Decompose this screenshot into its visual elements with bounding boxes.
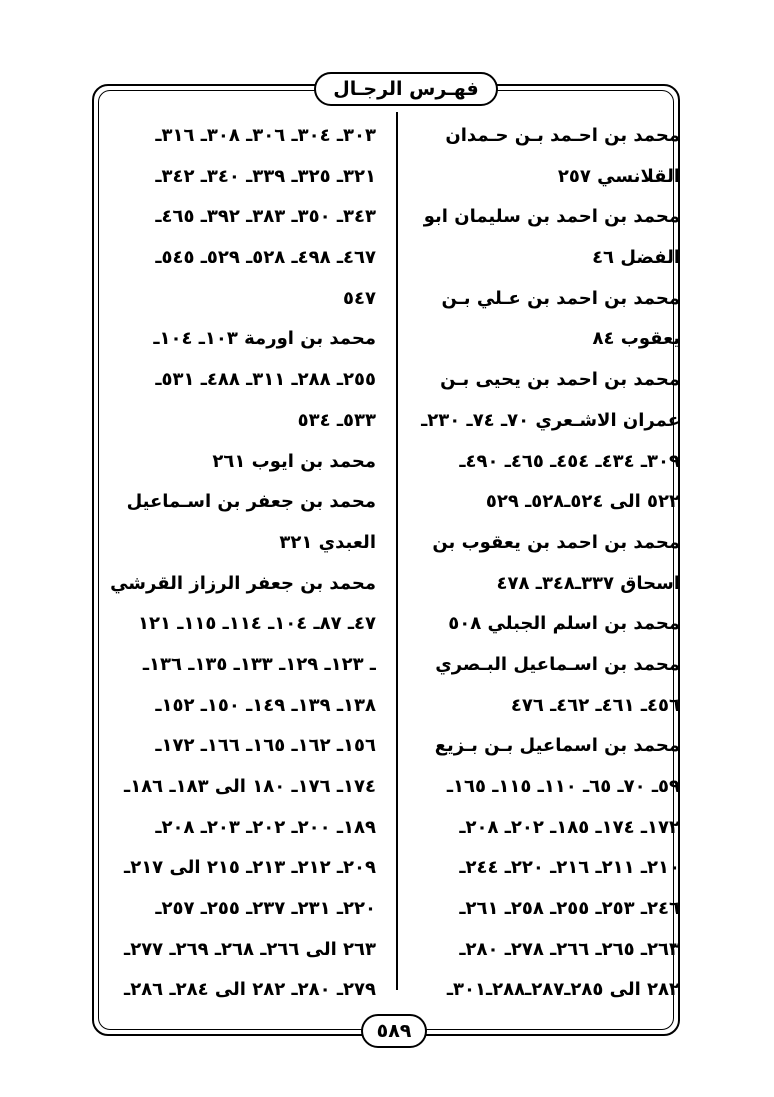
index-line: محمد بن اسلم الجبلي ٥٠٨ xyxy=(448,613,680,635)
index-line: القلانسي ٢٥٧ xyxy=(557,165,680,187)
index-line: عمران الاشـعري ٧٠ـ ٧٤ـ ٢٣٠ـ xyxy=(421,409,680,431)
index-line: محمد بن اسماعيل بـن بـزيع xyxy=(434,735,680,757)
index-line: ٣٠٣ـ ٣٠٤ـ ٣٠٦ـ ٣٠٨ـ ٣١٦ـ xyxy=(155,125,376,146)
index-line: محمد بن احـمد بـن حـمدان xyxy=(445,125,680,146)
index-line: ١٧٢ـ ١٧٤ـ ١٨٥ـ ٢٠٢ـ ٢٠٨ـ xyxy=(459,816,680,838)
index-line: ٥٢٢ الى ٥٢٤ـ٥٢٨ـ ٥٢٩ xyxy=(485,491,680,513)
index-line: ٢١٠ـ ٢١١ـ ٢١٦ـ ٢٢٠ـ ٢٤٤ـ xyxy=(459,857,680,879)
index-line: اسحاق ٣٣٧ـ٣٤٨ـ ٤٧٨ xyxy=(496,572,680,594)
index-line: ٢٦٣ـ ٢٦٥ـ ٢٦٦ـ ٢٧٨ـ ٢٨٠ـ xyxy=(459,938,680,960)
index-line: ٢٧٩ـ ٢٨٠ـ ٢٨٢ الى ٢٨٤ـ ٢٨٦ـ xyxy=(124,979,376,1001)
index-line: ٥٣٣ـ ٥٣٤ xyxy=(297,409,376,431)
index-line: محمد بن ايوب ٢٦١ xyxy=(212,450,376,472)
column-divider xyxy=(396,112,398,990)
index-line: محمد بن احمد بن يحيى بـن xyxy=(440,369,680,391)
index-line: ٥٩ـ ٧٠ـ ٦٥ـ ١١٠ـ ١١٥ـ ١٦٥ـ xyxy=(446,776,680,797)
index-line: ٢٤٦ـ ٢٥٣ـ ٢٥٥ـ ٢٥٨ـ ٢٦١ـ xyxy=(459,898,680,920)
index-line: محمد بن اورمة ١٠٣ـ ١٠٤ـ xyxy=(153,328,376,350)
index-line: ٣٠٩ـ ٤٣٤ـ ٤٥٤ـ ٤٦٥ـ ٤٩٠ـ xyxy=(459,450,680,472)
page-title: فهـرس الرجـال xyxy=(314,72,498,106)
index-line: ٢٠٩ـ ٢١٢ـ ٢١٣ـ ٢١٥ الى ٢١٧ـ xyxy=(124,857,376,879)
index-line: محمد بن جعفر الرزاز القرشي xyxy=(110,572,376,594)
index-line: ٢٦٣ الى ٢٦٦ـ ٢٦٨ـ ٢٦٩ـ ٢٧٧ـ xyxy=(124,938,376,960)
index-line: العبدي ٣٢١ xyxy=(279,531,376,553)
index-line: الفضل ٤٦ xyxy=(592,247,680,269)
index-line: يعقوب ٨٤ xyxy=(592,328,680,350)
index-line: ١٨٩ـ ٢٠٠ـ ٢٠٢ـ ٢٠٣ـ ٢٠٨ـ xyxy=(155,816,376,838)
index-line: ٤٦٧ـ ٤٩٨ـ ٥٢٨ـ ٥٢٩ـ ٥٤٥ـ xyxy=(155,247,376,269)
index-line: محمد بن اسـماعيل البـصري xyxy=(435,653,680,675)
index-line: ٢٢٠ـ ٢٣١ـ ٢٣٧ـ ٢٥٥ـ ٢٥٧ـ xyxy=(155,898,376,920)
index-line: محمد بن احمد بن يعقوب بن xyxy=(432,531,680,553)
index-line: محمد بن احمد بن سليمان ابو xyxy=(423,206,680,228)
index-line: ٢٨٢ الى ٢٨٥ـ٢٨٧ـ٢٨٨ـ٣٠١ـ xyxy=(446,979,680,1001)
index-line: محمد بن جعفر بن اسـماعيل xyxy=(126,491,376,513)
right-column xyxy=(412,116,680,1011)
index-line: ٤٧ـ ٨٧ـ ١٠٤ـ ١١٤ـ ١١٥ـ ١٢١ xyxy=(138,613,376,635)
index-line: ٥٤٧ xyxy=(343,287,376,309)
index-line: ٣٢١ـ ٣٢٥ـ ٣٣٩ـ ٣٤٠ـ ٣٤٢ـ xyxy=(155,165,376,187)
index-line: محمد بن احمد بن عـلي بـن xyxy=(441,287,680,309)
index-line: ١٥٦ـ ١٦٢ـ ١٦٥ـ ١٦٦ـ ١٧٢ـ xyxy=(155,735,376,757)
index-line: ٢٥٥ـ ٢٨٨ـ ٣١١ـ ٤٨٨ـ ٥٣١ـ xyxy=(155,369,376,391)
page-number: ٥٨٩ xyxy=(361,1014,427,1048)
index-line: ـ ١٢٣ـ ١٢٩ـ ١٣٣ـ ١٣٥ـ ١٣٦ـ xyxy=(142,653,376,675)
index-line: ٤٥٦ـ ٤٦١ـ ٤٦٢ـ ٤٧٦ xyxy=(510,694,680,716)
index-line: ١٣٨ـ ١٣٩ـ ١٤٩ـ ١٥٠ـ ١٥٢ـ xyxy=(155,694,376,716)
index-line: ٣٤٣ـ ٣٥٠ـ ٣٨٣ـ ٣٩٢ـ ٤٦٥ـ xyxy=(155,206,376,228)
left-column xyxy=(106,116,376,1011)
index-line: ١٧٤ـ ١٧٦ـ ١٨٠ الى ١٨٣ـ ١٨٦ـ xyxy=(124,776,376,797)
